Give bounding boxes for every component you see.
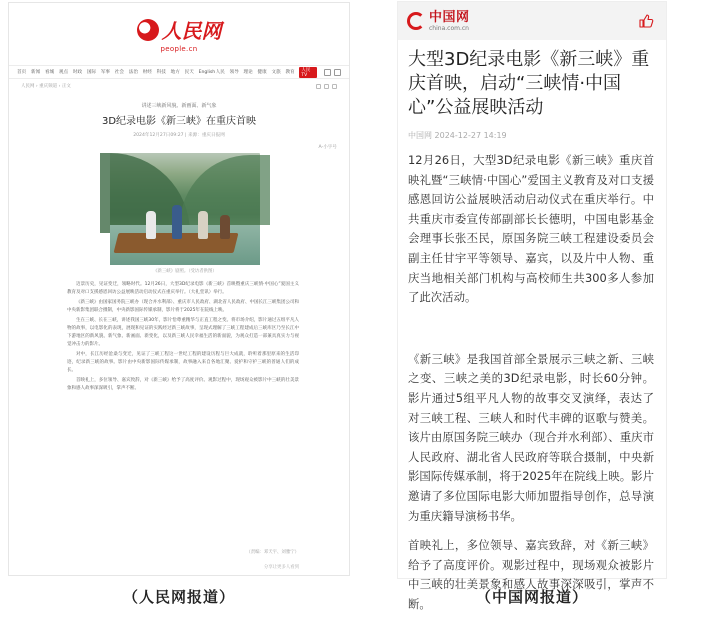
article-meta: 2024年12月27日09:27 | 来源：重庆日报网 (133, 133, 225, 138)
user-icon[interactable] (324, 69, 331, 76)
people-daily-header (9, 3, 349, 65)
nav-item[interactable]: 军事 (100, 70, 111, 75)
china-com-header (398, 2, 666, 40)
share-weibo-icon[interactable] (316, 84, 321, 89)
nav-item[interactable]: 观点 (58, 70, 69, 75)
font-size-toggle[interactable]: A-小字号 (318, 145, 337, 150)
article-photo (110, 153, 260, 265)
people-daily-nav (9, 65, 349, 79)
editor-credit: （责编：邓天宇、刘雅宁） (246, 550, 299, 555)
nav-item[interactable]: 新闻 (30, 70, 41, 75)
nav-item[interactable]: 理论 (243, 70, 253, 75)
people-daily-logo-url: people.cn (160, 45, 198, 53)
nav-item[interactable]: 国际 (86, 70, 97, 75)
nav-item[interactable]: 首页 (17, 70, 27, 75)
share-prompt[interactable]: 分享让更多人看到 (263, 565, 299, 570)
article-paragraph: 《新三峡》是我国首部全景展示三峡之新、三峡之变、三峡之美的3D纪录电影，时长60分钟。影片通过5组平凡人物的故事交叉演绎，表达了对三峡工程、三峡人和时代丰碑的讴歌与赞美。该片由原国务院三峡办（现合并水利部）、重庆市人民政府、湖北省人民政府等联合摄制，中央新影国际传媒承制，将于2025年在院线上映。影片邀请了多位国际电影大师加盟指导创作，总导演为重庆籍导演杨书华。 (408, 351, 654, 523)
article-title: 大型3D纪录电影《新三峡》重庆首映，启动“三峡情·中国心”公益展映活动 (408, 49, 650, 118)
article-kicker: 讲述三峡新风貌、新画面、新气象 (141, 103, 217, 109)
china-com-logo-url: china.com.cn (429, 24, 469, 32)
nav-item[interactable]: 法治 (128, 70, 138, 75)
china-com-logo-icon (407, 12, 425, 30)
people-daily-logo-icon (137, 19, 159, 41)
search-icon[interactable] (334, 69, 341, 76)
people-daily-logo-text: 人民网 (161, 19, 222, 43)
caption-people-daily: （人民网报道） (122, 588, 235, 606)
article-meta: 中国网 2024-12-27 14:19 (408, 131, 507, 140)
nav-item[interactable]: 社会 (114, 70, 124, 75)
people-tv-badge[interactable]: 人民TV (299, 67, 317, 78)
china-com-logo-text: 中国网 (429, 9, 470, 25)
article-paragraph: 迈景历史，见证变迁，领略时代。12月26日，大型3D纪录电影《新三峡》首映暨重庆三峡情·中国心”爱国主义教育及对口支援感恩回访公益展映活动启动仪式在重庆举行。（大礼堂讯）举行。 (67, 282, 299, 295)
share-wechat-icon[interactable] (324, 84, 329, 89)
nav-item[interactable]: 领导 (229, 70, 239, 75)
nav-item[interactable]: 财经 (142, 70, 152, 75)
article-paragraph: 生在三峡、长在三峡，讲述我国三峡30年，影片恰尊重精华与正直工程之变。将市场介绍，影片通过五组平凡人物的故事，以电影化的表现，展现和见证的实践经过新三峡故事，呈现式理解了三峡工程建成后三峡库区乃至长江中下游地区的新风貌、新气象、新画面、新变化，以及新三峡人民幸福生活的新面貌，为观众打造一部兼具真实力与视觉冲击力的影片。 (67, 318, 299, 347)
article-body (408, 151, 654, 614)
article-paragraph: 首映礼上，多位领导、嘉宾致辞，对《新三峡》给予了高度评价。观影过程中，现场观众被影片中三峡的壮美景象和感人故事深深吸引，掌声不断。 (67, 378, 299, 391)
article-paragraph: 对中，长江历经沧桑与变迁，见证了三峡工程这一世纪工程的建设历程与巨大成就，聆听着那里原来的生活印迹，纪录新三峡的故事。影片由中央新影国际传媒承制，故事融入来自各地汇聚、爱护和守护三峡的普通人们的成长。 (67, 352, 299, 373)
breadcrumb-row (9, 79, 349, 93)
breadcrumb[interactable]: 人民网 › 重庆频道 › 正文 (21, 84, 71, 89)
nav-item[interactable]: 看城 (44, 70, 55, 75)
nav-item[interactable]: 教育 (285, 70, 295, 75)
share-icons (316, 84, 337, 89)
share-more-icon[interactable] (332, 84, 337, 89)
article-paragraph: 《新三峡》由国家国务院三峡办（现合并水利部）、重庆市人民政府、湖北省人民政府、中国长江三峡集团公司和中央新影集团联合摄制，中央新影国际传媒承制，影片将于2025年在院线上映。 (67, 300, 299, 313)
people-daily-screenshot (8, 2, 350, 576)
thumbs-up-icon[interactable] (638, 13, 654, 29)
nav-item[interactable]: 人民 (215, 70, 225, 75)
nav-item[interactable]: English (198, 69, 216, 75)
article-paragraph: 12月26日，大型3D纪录电影《新三峡》重庆首映礼暨“三峡情·中国心”爱国主义教育及对口支援感恩回访公益展映活动启动仪式在重庆举行。中共重庆市委宣传部副部长长德明，中国电影基金会理事长张丕民，原国务院三峡工程建设委员会副主任甘宇平等领导、嘉宾，以及片中人物、重庆当地相关部门机构与高校师生共300多人参加了此次活动。 (408, 153, 654, 305)
nav-item[interactable]: 科技 (156, 70, 166, 75)
nav-item[interactable]: 时政 (72, 70, 83, 75)
nav-item[interactable]: 文旅 (271, 70, 281, 75)
nav-item[interactable]: 地方 (170, 70, 180, 75)
nav-item[interactable]: 民天 (184, 70, 194, 75)
china-com-logo[interactable] (407, 11, 470, 32)
article-body (67, 281, 299, 395)
caption-china-com: （中国网报道） (475, 588, 588, 606)
article-title: 3D纪录电影《新三峡》在重庆首映 (101, 116, 257, 127)
people-daily-logo[interactable] (137, 15, 222, 53)
nav-item[interactable]: 健康 (257, 70, 267, 75)
article-paragraph: 首映礼上，多位领导、嘉宾致辞，对《新三峡》给予了高度评价。观影过程中，现场观众被影片中三峡的壮美景象和感人故事深深吸引，掌声不断。 (408, 538, 654, 611)
photo-caption: 《新三峡》剧照。（受访者供图） (153, 269, 217, 274)
